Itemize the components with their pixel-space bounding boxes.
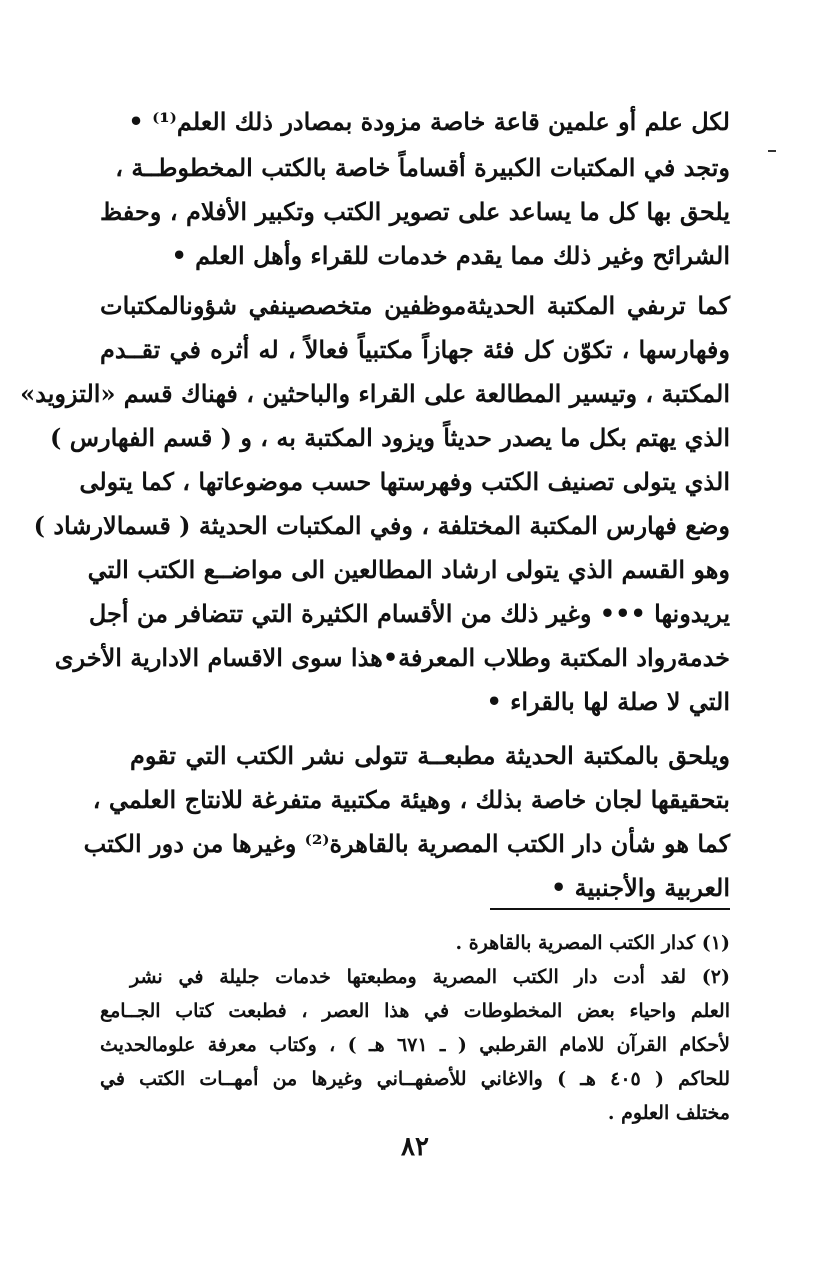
body-line: الذي يهتم بكل ما يصدر حديثاً ويزود المكتبة به ، و ( قسم الفهارس ) — [49, 423, 730, 452]
body-line: المكتبة ، وتيسير المطالعة على القراء والباحثين ، فهناك قسم «التزويد» — [20, 379, 730, 408]
footnote-line: لأحكام القرآن للامام القرطبي ( ـ ٦٧١ هـ ) ، وكتاب معرفة علومالحديث — [100, 1034, 730, 1056]
body-line: لكل علم أو علمين قاعة خاصة مزودة بمصادر ذلك العلم⁽¹⁾ • — [128, 107, 730, 136]
body-line: خدمةرواد المكتبة وطلاب المعرفة•هذا سوى الاقسام الادارية الأخرى — [54, 643, 730, 672]
body-line: يريدونها ••• وغير ذلك من الأقسام الكثيرة التي تتضافر من أجل — [88, 599, 730, 628]
footnote-line: للحاكم ( ٤٠٥ هـ ) والاغاني للأصفهــاني وغيرها من أمهــات الكتب في — [100, 1068, 731, 1090]
body-line: العربية والأجنبية • — [550, 873, 730, 902]
body-line: وتجد في المكتبات الكبيرة أقساماً خاصة بالكتب المخطوطــة ، — [115, 153, 730, 182]
footnote-line: مختلف العلوم . — [607, 1102, 730, 1124]
footnote-line: العلم واحياء بعض المخطوطات في هذا العصر ، فطبعت كتاب الجــامع — [100, 1000, 730, 1022]
body-line: الذي يتولى تصنيف الكتب وفهرستها حسب موضوعاتها ، كما يتولى — [79, 467, 730, 496]
body-line: وفهارسها ، تكوّن كل فئة جهازاً مكتبياً فعالاً ، له أثره في تقــدم — [100, 335, 730, 364]
footnote-line: (٢) لقد أدت دار الكتب المصرية ومطبعتها خدمات جليلة في نشر — [130, 966, 730, 988]
body-line: ويلحق بالمكتبة الحديثة مطبعــة تتولى نشر الكتب التي تقوم — [130, 741, 730, 770]
margin-mark — [768, 150, 776, 152]
footnote-line: (١) كدار الكتب المصرية بالقاهرة . — [455, 932, 730, 954]
body-line: وهو القسم الذي يتولى ارشاد المطالعين الى مواضــع الكتب التي — [87, 555, 730, 584]
page-number: ٨٢ — [401, 1132, 429, 1162]
body-line: التي لا صلة لها بالقراء • — [486, 687, 730, 716]
body-line: وضع فهارس المكتبة المختلفة ، وفي المكتبات الحديثة ( قسمالارشاد ) — [33, 511, 730, 540]
body-line: بتحقيقها لجان خاصة بذلك ، وهيئة مكتبية متفرغة للانتاج العلمي ، — [92, 785, 730, 814]
body-line: كما ترىفي المكتبة الحديثةموظفين متخصصينفي شؤونالمكتبات — [100, 291, 730, 320]
body-line: كما هو شأن دار الكتب المصرية بالقاهرة⁽²⁾ وغيرها من دور الكتب — [83, 829, 730, 858]
body-line: يلحق بها كل ما يساعد على تصوير الكتب وتكبير الأفلام ، وحفظ — [100, 197, 730, 226]
body-line: الشرائح وغير ذلك مما يقدم خدمات للقراء وأهل العلم • — [171, 241, 730, 270]
